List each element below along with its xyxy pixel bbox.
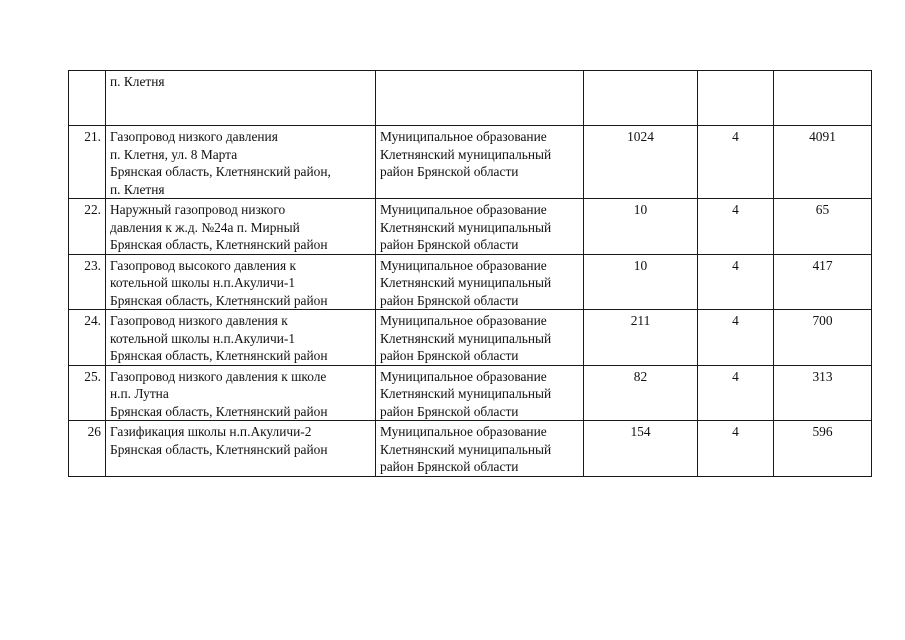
value-cell: 700 [774,310,872,366]
gas-pipeline-registry-table [68,70,872,477]
category-cell: 4 [698,310,774,366]
category-cell: 4 [698,421,774,477]
length-cell: 10 [584,199,698,255]
table-row [69,126,872,199]
category-cell [698,71,774,126]
table-row-continuation [69,71,872,126]
object-name-cell: Газификация школы н.п.Акуличи-2 Брянская область, Клетнянский район [106,421,376,477]
row-number-cell: 26 [69,421,106,477]
owner-cell: Муниципальное образование Клетнянский муниципальный район Брянской области [376,310,584,366]
object-name-cell: Газопровод высокого давления к котельной школы н.п.Акуличи-1 Брянская область, Клетнянский район [106,254,376,310]
table-row [69,365,872,421]
owner-cell: Муниципальное образование Клетнянский муниципальный район Брянской области [376,365,584,421]
length-cell: 10 [584,254,698,310]
owner-cell: Муниципальное образование Клетнянский муниципальный район Брянской области [376,199,584,255]
value-cell [774,71,872,126]
object-name-cell: Наружный газопровод низкого давления к ж.д. №24а п. Мирный Брянская область, Клетнянский район [106,199,376,255]
length-cell: 1024 [584,126,698,199]
value-cell: 4091 [774,126,872,199]
owner-cell: Муниципальное образование Клетнянский муниципальный район Брянской области [376,421,584,477]
category-cell: 4 [698,199,774,255]
row-number-cell: 25. [69,365,106,421]
owner-cell [376,71,584,126]
value-cell: 65 [774,199,872,255]
value-cell: 417 [774,254,872,310]
object-name-cell: Газопровод низкого давления к школе н.п. Лутна Брянская область, Клетнянский район [106,365,376,421]
category-cell: 4 [698,254,774,310]
category-cell: 4 [698,365,774,421]
length-cell: 82 [584,365,698,421]
length-cell [584,71,698,126]
owner-cell: Муниципальное образование Клетнянский муниципальный район Брянской области [376,126,584,199]
row-number-cell [69,71,106,126]
object-name-cell: п. Клетня [106,71,376,126]
table-row [69,254,872,310]
row-number-cell: 23. [69,254,106,310]
table-row [69,199,872,255]
row-number-cell: 21. [69,126,106,199]
value-cell: 313 [774,365,872,421]
category-cell: 4 [698,126,774,199]
row-number-cell: 24. [69,310,106,366]
owner-cell: Муниципальное образование Клетнянский муниципальный район Брянской области [376,254,584,310]
value-cell: 596 [774,421,872,477]
table-row [69,310,872,366]
table-row [69,421,872,477]
row-number-cell: 22. [69,199,106,255]
object-name-cell: Газопровод низкого давления п. Клетня, ул. 8 Марта Брянская область, Клетнянский район, п. Клетня [106,126,376,199]
object-name-cell: Газопровод низкого давления к котельной школы н.п.Акуличи-1 Брянская область, Клетнянский район [106,310,376,366]
length-cell: 211 [584,310,698,366]
length-cell: 154 [584,421,698,477]
